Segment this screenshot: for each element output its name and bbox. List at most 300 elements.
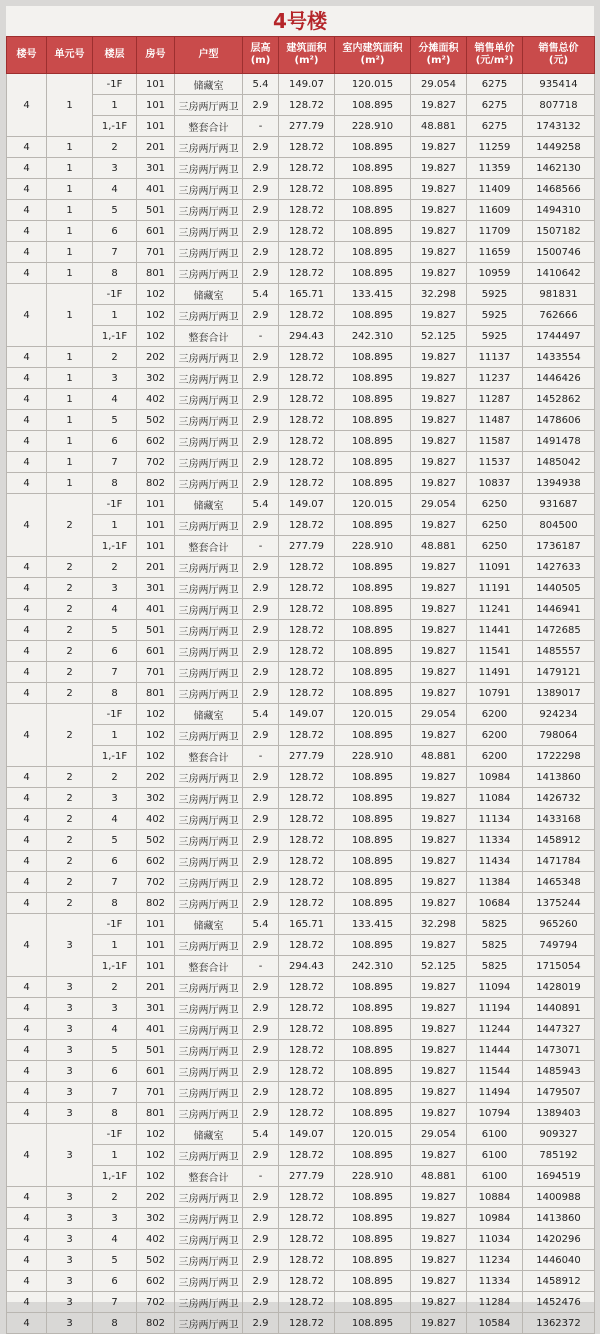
building-cell: 4 bbox=[7, 1082, 47, 1103]
building-cell: 4 bbox=[7, 473, 47, 494]
table-cell: 三房两厅两卫 bbox=[175, 872, 243, 893]
table-cell: 602 bbox=[137, 851, 175, 872]
unit-cell: 3 bbox=[47, 1250, 93, 1271]
table-row bbox=[7, 1061, 595, 1082]
table-cell: 11491 bbox=[467, 662, 523, 683]
table-cell: 128.72 bbox=[279, 830, 335, 851]
table-cell: 1400988 bbox=[523, 1187, 595, 1208]
building-cell: 4 bbox=[7, 431, 47, 452]
unit-cell: 2 bbox=[47, 893, 93, 914]
table-cell: 301 bbox=[137, 158, 175, 179]
table-cell: 1446426 bbox=[523, 368, 595, 389]
table-cell: 5825 bbox=[467, 935, 523, 956]
table-cell: 11194 bbox=[467, 998, 523, 1019]
table-row bbox=[7, 557, 595, 578]
table-cell: 1473071 bbox=[523, 1040, 595, 1061]
unit-cell: 3 bbox=[47, 1229, 93, 1250]
table-row bbox=[7, 1187, 595, 1208]
table-cell: 1433168 bbox=[523, 809, 595, 830]
table-cell: 三房两厅两卫 bbox=[175, 95, 243, 116]
table-cell: 储藏室 bbox=[175, 284, 243, 305]
table-cell: 201 bbox=[137, 557, 175, 578]
table-cell: 1389403 bbox=[523, 1103, 595, 1124]
table-cell: 228.910 bbox=[335, 116, 411, 137]
table-cell: 108.895 bbox=[335, 977, 411, 998]
unit-cell: 2 bbox=[47, 830, 93, 851]
table-row bbox=[7, 1082, 595, 1103]
table-cell: 29.054 bbox=[411, 74, 467, 95]
building-cell: 4 bbox=[7, 347, 47, 368]
table-cell: 165.71 bbox=[279, 914, 335, 935]
table-cell: 三房两厅两卫 bbox=[175, 515, 243, 536]
building-cell: 4 bbox=[7, 1208, 47, 1229]
table-cell: 5 bbox=[93, 1250, 137, 1271]
table-row bbox=[7, 452, 595, 473]
table-cell: 三房两厅两卫 bbox=[175, 158, 243, 179]
table-cell: 801 bbox=[137, 263, 175, 284]
table-cell: 储藏室 bbox=[175, 494, 243, 515]
table-cell: 108.895 bbox=[335, 872, 411, 893]
table-cell: 5.4 bbox=[243, 914, 279, 935]
table-cell: 三房两厅两卫 bbox=[175, 1250, 243, 1271]
table-cell: 502 bbox=[137, 1250, 175, 1271]
table-cell: 1420296 bbox=[523, 1229, 595, 1250]
table-cell: 19.827 bbox=[411, 242, 467, 263]
table-cell: 1,-1F bbox=[93, 116, 137, 137]
table-cell: 602 bbox=[137, 431, 175, 452]
table-cell: 三房两厅两卫 bbox=[175, 1082, 243, 1103]
table-cell: 5.4 bbox=[243, 1124, 279, 1145]
table-cell: 128.72 bbox=[279, 410, 335, 431]
table-cell: 1479507 bbox=[523, 1082, 595, 1103]
unit-cell: 1 bbox=[47, 284, 93, 347]
table-row bbox=[7, 872, 595, 893]
table-row bbox=[7, 935, 595, 956]
unit-cell: 2 bbox=[47, 872, 93, 893]
table-cell: 1447327 bbox=[523, 1019, 595, 1040]
table-row bbox=[7, 242, 595, 263]
building-cell: 4 bbox=[7, 1187, 47, 1208]
table-cell: 128.72 bbox=[279, 620, 335, 641]
table-cell: 402 bbox=[137, 1229, 175, 1250]
table-cell: 19.827 bbox=[411, 725, 467, 746]
table-cell: 277.79 bbox=[279, 746, 335, 767]
column-header: 层高 (m) bbox=[243, 37, 279, 74]
column-header: 户型 bbox=[175, 37, 243, 74]
table-cell: 2.9 bbox=[243, 158, 279, 179]
table-cell: 762666 bbox=[523, 305, 595, 326]
table-cell: 1465348 bbox=[523, 872, 595, 893]
table-cell: 931687 bbox=[523, 494, 595, 515]
table-cell: 108.895 bbox=[335, 1061, 411, 1082]
table-cell: 11494 bbox=[467, 1082, 523, 1103]
table-cell: 5825 bbox=[467, 956, 523, 977]
table-cell: 1485042 bbox=[523, 452, 595, 473]
table-cell: 三房两厅两卫 bbox=[175, 1019, 243, 1040]
table-row bbox=[7, 914, 595, 935]
table-cell: 701 bbox=[137, 662, 175, 683]
table-cell: 2.9 bbox=[243, 620, 279, 641]
table-cell: - bbox=[243, 1166, 279, 1187]
table-cell: 108.895 bbox=[335, 1040, 411, 1061]
table-cell: 储藏室 bbox=[175, 1124, 243, 1145]
table-cell: 三房两厅两卫 bbox=[175, 683, 243, 704]
table-cell: 108.895 bbox=[335, 1145, 411, 1166]
table-cell: 1462130 bbox=[523, 158, 595, 179]
table-cell: 7 bbox=[93, 452, 137, 473]
table-cell: 108.895 bbox=[335, 683, 411, 704]
table-cell: 4 bbox=[93, 179, 137, 200]
table-cell: 7 bbox=[93, 242, 137, 263]
table-row bbox=[7, 284, 595, 305]
table-cell: 7 bbox=[93, 1292, 137, 1313]
building-cell: 4 bbox=[7, 809, 47, 830]
table-cell: 2.9 bbox=[243, 452, 279, 473]
table-cell: 29.054 bbox=[411, 1124, 467, 1145]
column-header: 分摊面积 (m²) bbox=[411, 37, 467, 74]
table-cell: 102 bbox=[137, 704, 175, 725]
unit-cell: 2 bbox=[47, 851, 93, 872]
building-cell: 4 bbox=[7, 683, 47, 704]
building-cell: 4 bbox=[7, 1250, 47, 1271]
table-row bbox=[7, 389, 595, 410]
table-cell: 19.827 bbox=[411, 662, 467, 683]
table-cell: 11091 bbox=[467, 557, 523, 578]
table-cell: 19.827 bbox=[411, 1229, 467, 1250]
table-cell: 277.79 bbox=[279, 116, 335, 137]
table-cell: 108.895 bbox=[335, 263, 411, 284]
table-cell: 整套合计 bbox=[175, 1166, 243, 1187]
table-cell: 10884 bbox=[467, 1187, 523, 1208]
table-cell: 3 bbox=[93, 998, 137, 1019]
table-cell: 4 bbox=[93, 389, 137, 410]
table-cell: 10837 bbox=[467, 473, 523, 494]
table-row bbox=[7, 1166, 595, 1187]
unit-cell: 3 bbox=[47, 1187, 93, 1208]
table-cell: 8 bbox=[93, 893, 137, 914]
table-cell: 5.4 bbox=[243, 704, 279, 725]
table-cell: 108.895 bbox=[335, 830, 411, 851]
table-cell: 133.415 bbox=[335, 914, 411, 935]
table-cell: 2.9 bbox=[243, 1208, 279, 1229]
unit-cell: 1 bbox=[47, 263, 93, 284]
table-cell: 108.895 bbox=[335, 1082, 411, 1103]
table-cell: - bbox=[243, 116, 279, 137]
unit-cell: 2 bbox=[47, 578, 93, 599]
table-cell: 6200 bbox=[467, 704, 523, 725]
table-cell: 三房两厅两卫 bbox=[175, 305, 243, 326]
table-cell: 19.827 bbox=[411, 557, 467, 578]
table-cell: 三房两厅两卫 bbox=[175, 410, 243, 431]
table-cell: 149.07 bbox=[279, 1124, 335, 1145]
building-cell: 4 bbox=[7, 410, 47, 431]
table-cell: 108.895 bbox=[335, 641, 411, 662]
table-cell: 1452862 bbox=[523, 389, 595, 410]
table-cell: 1468566 bbox=[523, 179, 595, 200]
table-cell: 1 bbox=[93, 95, 137, 116]
table-cell: 1458912 bbox=[523, 1271, 595, 1292]
table-cell: 三房两厅两卫 bbox=[175, 221, 243, 242]
table-cell: 10984 bbox=[467, 1208, 523, 1229]
table-cell: 108.895 bbox=[335, 347, 411, 368]
table-cell: 三房两厅两卫 bbox=[175, 935, 243, 956]
building-cell: 4 bbox=[7, 599, 47, 620]
table-cell: 1500746 bbox=[523, 242, 595, 263]
table-cell: 120.015 bbox=[335, 704, 411, 725]
table-row bbox=[7, 1040, 595, 1061]
unit-cell: 1 bbox=[47, 347, 93, 368]
unit-cell: 2 bbox=[47, 788, 93, 809]
table-cell: 802 bbox=[137, 893, 175, 914]
unit-cell: 1 bbox=[47, 74, 93, 137]
table-cell: 19.827 bbox=[411, 1187, 467, 1208]
table-cell: 5825 bbox=[467, 914, 523, 935]
table-cell: 294.43 bbox=[279, 956, 335, 977]
table-cell: 19.827 bbox=[411, 452, 467, 473]
table-cell: 6100 bbox=[467, 1124, 523, 1145]
table-cell: 102 bbox=[137, 1124, 175, 1145]
table-cell: 整套合计 bbox=[175, 536, 243, 557]
table-cell: 102 bbox=[137, 1145, 175, 1166]
unit-cell: 3 bbox=[47, 1313, 93, 1334]
table-cell: 三房两厅两卫 bbox=[175, 641, 243, 662]
table-row bbox=[7, 662, 595, 683]
table-cell: 三房两厅两卫 bbox=[175, 431, 243, 452]
column-header: 销售总价 (元) bbox=[523, 37, 595, 74]
table-cell: 19.827 bbox=[411, 1145, 467, 1166]
table-cell: 108.895 bbox=[335, 179, 411, 200]
table-cell: 19.827 bbox=[411, 1103, 467, 1124]
unit-cell: 1 bbox=[47, 179, 93, 200]
table-cell: 11384 bbox=[467, 872, 523, 893]
table-cell: 19.827 bbox=[411, 788, 467, 809]
table-cell: 120.015 bbox=[335, 494, 411, 515]
table-row bbox=[7, 1271, 595, 1292]
table-cell: 2.9 bbox=[243, 431, 279, 452]
table-cell: 149.07 bbox=[279, 494, 335, 515]
building-cell: 4 bbox=[7, 1040, 47, 1061]
table-cell: 108.895 bbox=[335, 431, 411, 452]
table-cell: 128.72 bbox=[279, 389, 335, 410]
table-cell: 19.827 bbox=[411, 977, 467, 998]
table-cell: 2.9 bbox=[243, 1313, 279, 1334]
column-header: 销售单价 (元/m²) bbox=[467, 37, 523, 74]
table-cell: 1479121 bbox=[523, 662, 595, 683]
building-cell: 4 bbox=[7, 914, 47, 977]
table-cell: 402 bbox=[137, 389, 175, 410]
table-cell: 5.4 bbox=[243, 284, 279, 305]
table-cell: 6 bbox=[93, 1061, 137, 1082]
table-cell: 19.827 bbox=[411, 935, 467, 956]
table-cell: 128.72 bbox=[279, 683, 335, 704]
table-cell: 三房两厅两卫 bbox=[175, 767, 243, 788]
table-cell: 128.72 bbox=[279, 347, 335, 368]
table-cell: 11134 bbox=[467, 809, 523, 830]
table-cell: -1F bbox=[93, 1124, 137, 1145]
table-cell: 29.054 bbox=[411, 494, 467, 515]
building-cell: 4 bbox=[7, 158, 47, 179]
table-row bbox=[7, 116, 595, 137]
table-cell: 4 bbox=[93, 1019, 137, 1040]
table-row bbox=[7, 431, 595, 452]
table-cell: 128.72 bbox=[279, 473, 335, 494]
table-row bbox=[7, 221, 595, 242]
table-cell: 601 bbox=[137, 1061, 175, 1082]
table-cell: 19.827 bbox=[411, 620, 467, 641]
table-cell: 1394938 bbox=[523, 473, 595, 494]
table-cell: 储藏室 bbox=[175, 914, 243, 935]
building-cell: 4 bbox=[7, 998, 47, 1019]
table-cell: 277.79 bbox=[279, 536, 335, 557]
table-cell: 108.895 bbox=[335, 1250, 411, 1271]
table-cell: 2.9 bbox=[243, 1103, 279, 1124]
table-cell: 32.298 bbox=[411, 914, 467, 935]
table-cell: 802 bbox=[137, 1313, 175, 1334]
table-cell: 7 bbox=[93, 872, 137, 893]
table-cell: 801 bbox=[137, 683, 175, 704]
table-cell: 10684 bbox=[467, 893, 523, 914]
table-body bbox=[7, 74, 595, 1334]
table-header bbox=[7, 37, 595, 74]
table-cell: 798064 bbox=[523, 725, 595, 746]
table-cell: 1491478 bbox=[523, 431, 595, 452]
table-cell: 三房两厅两卫 bbox=[175, 893, 243, 914]
table-cell: 52.125 bbox=[411, 326, 467, 347]
table-cell: 三房两厅两卫 bbox=[175, 851, 243, 872]
table-cell: 1 bbox=[93, 305, 137, 326]
table-cell: 2.9 bbox=[243, 368, 279, 389]
table-cell: 1440891 bbox=[523, 998, 595, 1019]
table-cell: 1 bbox=[93, 1145, 137, 1166]
unit-cell: 1 bbox=[47, 158, 93, 179]
table-cell: 1389017 bbox=[523, 683, 595, 704]
table-cell: 128.72 bbox=[279, 998, 335, 1019]
table-cell: 128.72 bbox=[279, 1250, 335, 1271]
table-cell: 整套合计 bbox=[175, 956, 243, 977]
table-cell: 19.827 bbox=[411, 1271, 467, 1292]
unit-cell: 1 bbox=[47, 200, 93, 221]
table-cell: 2.9 bbox=[243, 1271, 279, 1292]
table-cell: 2.9 bbox=[243, 1292, 279, 1313]
table-row bbox=[7, 809, 595, 830]
table-cell: 11444 bbox=[467, 1040, 523, 1061]
table-cell: 2.9 bbox=[243, 767, 279, 788]
table-row bbox=[7, 641, 595, 662]
unit-cell: 2 bbox=[47, 641, 93, 662]
table-cell: 108.895 bbox=[335, 1292, 411, 1313]
table-row bbox=[7, 1145, 595, 1166]
unit-cell: 3 bbox=[47, 977, 93, 998]
unit-cell: 2 bbox=[47, 683, 93, 704]
table-cell: 804500 bbox=[523, 515, 595, 536]
table-cell: 2.9 bbox=[243, 1019, 279, 1040]
table-cell: 1,-1F bbox=[93, 536, 137, 557]
table-cell: 108.895 bbox=[335, 515, 411, 536]
table-cell: 501 bbox=[137, 1040, 175, 1061]
table-cell: 8 bbox=[93, 263, 137, 284]
table-cell: 1,-1F bbox=[93, 326, 137, 347]
table-cell: 三房两厅两卫 bbox=[175, 620, 243, 641]
table-cell: 1,-1F bbox=[93, 746, 137, 767]
table-cell: 1 bbox=[93, 935, 137, 956]
table-cell: 三房两厅两卫 bbox=[175, 1040, 243, 1061]
table-cell: 3 bbox=[93, 368, 137, 389]
table-cell: 5925 bbox=[467, 284, 523, 305]
building-cell: 4 bbox=[7, 704, 47, 767]
table-cell: 11034 bbox=[467, 1229, 523, 1250]
table-cell: 5.4 bbox=[243, 494, 279, 515]
table-cell: 10959 bbox=[467, 263, 523, 284]
table-row bbox=[7, 1124, 595, 1145]
table-cell: 储藏室 bbox=[175, 704, 243, 725]
table-cell: 2.9 bbox=[243, 305, 279, 326]
unit-cell: 1 bbox=[47, 137, 93, 158]
table-cell: 三房两厅两卫 bbox=[175, 1229, 243, 1250]
table-cell: 32.298 bbox=[411, 284, 467, 305]
unit-cell: 3 bbox=[47, 1271, 93, 1292]
table-cell: 2.9 bbox=[243, 683, 279, 704]
table-cell: 19.827 bbox=[411, 830, 467, 851]
table-row bbox=[7, 767, 595, 788]
table-cell: 19.827 bbox=[411, 95, 467, 116]
table-cell: 11487 bbox=[467, 410, 523, 431]
unit-cell: 2 bbox=[47, 809, 93, 830]
table-row bbox=[7, 1313, 595, 1334]
table-cell: 11284 bbox=[467, 1292, 523, 1313]
table-row bbox=[7, 977, 595, 998]
table-cell: 101 bbox=[137, 956, 175, 977]
table-cell: 三房两厅两卫 bbox=[175, 1103, 243, 1124]
table-cell: 701 bbox=[137, 242, 175, 263]
table-cell: 202 bbox=[137, 767, 175, 788]
table-cell: 149.07 bbox=[279, 704, 335, 725]
table-row bbox=[7, 158, 595, 179]
table-cell: 1478606 bbox=[523, 410, 595, 431]
table-cell: 19.827 bbox=[411, 221, 467, 242]
table-cell: 三房两厅两卫 bbox=[175, 473, 243, 494]
table-cell: 601 bbox=[137, 641, 175, 662]
table-cell: 6 bbox=[93, 1271, 137, 1292]
column-header: 单元号 bbox=[47, 37, 93, 74]
table-cell: 1449258 bbox=[523, 137, 595, 158]
table-cell: 101 bbox=[137, 116, 175, 137]
table-cell: 48.881 bbox=[411, 116, 467, 137]
table-cell: 128.72 bbox=[279, 515, 335, 536]
table-cell: 702 bbox=[137, 1292, 175, 1313]
table-row bbox=[7, 200, 595, 221]
column-header: 楼号 bbox=[7, 37, 47, 74]
table-cell: 1 bbox=[93, 515, 137, 536]
table-row bbox=[7, 1019, 595, 1040]
table-cell: 8 bbox=[93, 1103, 137, 1124]
table-row bbox=[7, 893, 595, 914]
table-cell: 3 bbox=[93, 578, 137, 599]
table-cell: 165.71 bbox=[279, 284, 335, 305]
table-cell: 128.72 bbox=[279, 599, 335, 620]
table-cell: 108.895 bbox=[335, 809, 411, 830]
table-row bbox=[7, 74, 595, 95]
unit-cell: 1 bbox=[47, 221, 93, 242]
table-cell: 10791 bbox=[467, 683, 523, 704]
table-cell: 101 bbox=[137, 494, 175, 515]
table-cell: 11659 bbox=[467, 242, 523, 263]
table-cell: 128.72 bbox=[279, 1082, 335, 1103]
table-cell: 2.9 bbox=[243, 830, 279, 851]
table-cell: - bbox=[243, 956, 279, 977]
table-cell: 19.827 bbox=[411, 599, 467, 620]
building-cell: 4 bbox=[7, 1313, 47, 1334]
table-cell: 1715054 bbox=[523, 956, 595, 977]
